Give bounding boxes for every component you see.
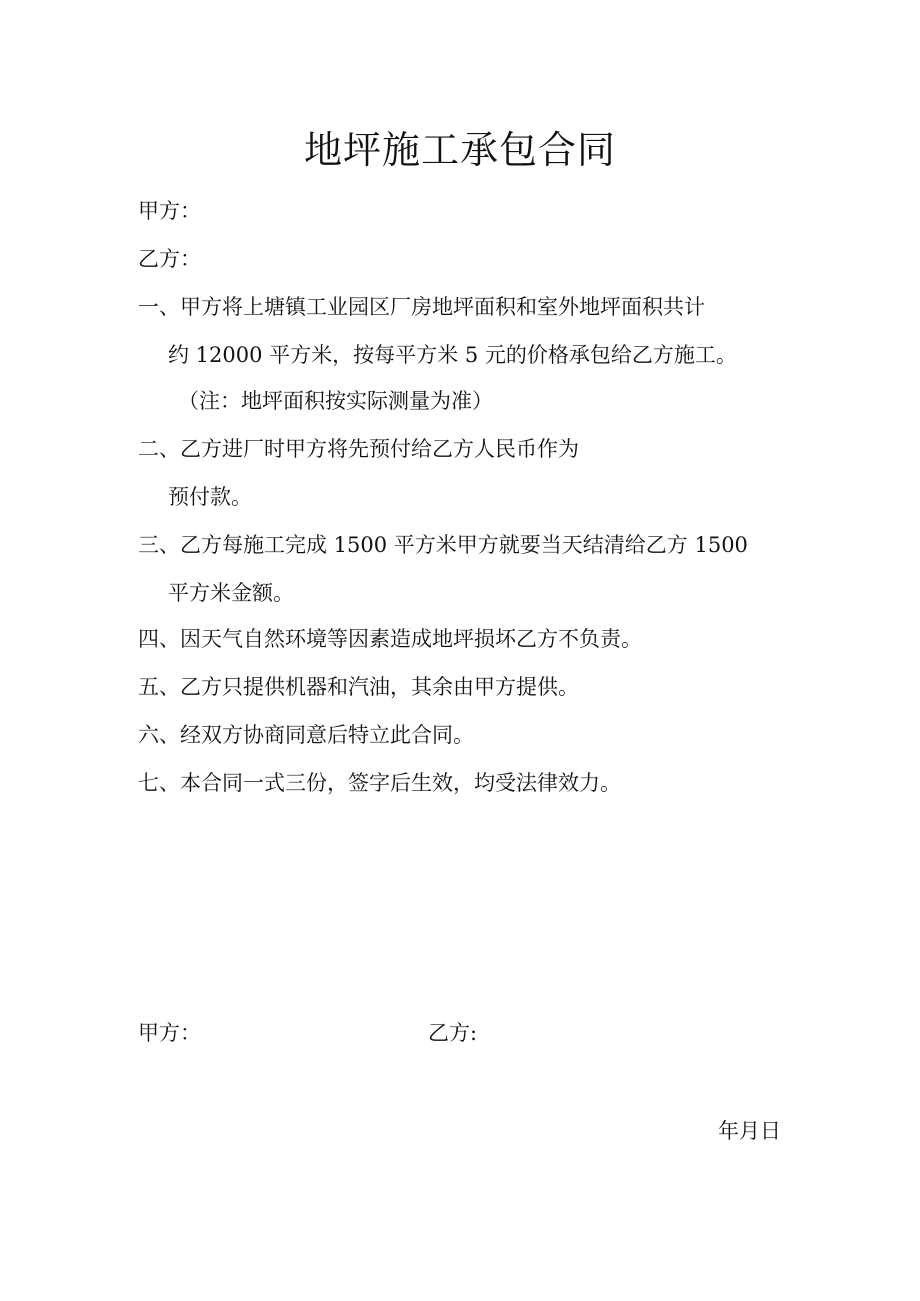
clause-1-line-2: 约 12000 平方米，按每平方米 5 元的价格承包给乙方施工。 xyxy=(168,343,737,367)
clause-3-line-1: 三、乙方每施工完成 1500 平方米甲方就要当天结清给乙方 1500 xyxy=(138,533,748,557)
signature-party-b: 乙方: xyxy=(428,1021,478,1045)
party-b-header: 乙方： xyxy=(138,247,201,271)
signature-party-a: 甲方： xyxy=(138,1021,201,1045)
clause-5: 五、乙方只提供机器和汽油，其余由甲方提供。 xyxy=(138,675,579,699)
clause-7: 七、本合同一式三份，签字后生效，均受法律效力。 xyxy=(138,771,621,795)
party-a-header: 甲方： xyxy=(138,199,201,223)
clause-3-line-2: 平方米金额。 xyxy=(168,581,294,605)
clause-1-line-1: 一、甲方将上塘镇工业园区厂房地坪面积和室外地坪面积共计 xyxy=(138,295,705,319)
signature-date: 年月日 xyxy=(718,1119,781,1143)
clause-1-note: （注：地坪面积按实际测量为准） xyxy=(178,389,493,413)
clause-6: 六、经双方协商同意后特立此合同。 xyxy=(138,723,474,747)
clause-2-line-2: 预付款。 xyxy=(168,485,252,509)
clause-2-line-1: 二、乙方进厂时甲方将先预付给乙方人民币作为 xyxy=(138,437,579,461)
document-title: 地坪施工承包合同 xyxy=(303,128,616,172)
clause-4: 四、因天气自然环境等因素造成地坪损坏乙方不负责。 xyxy=(138,627,642,651)
